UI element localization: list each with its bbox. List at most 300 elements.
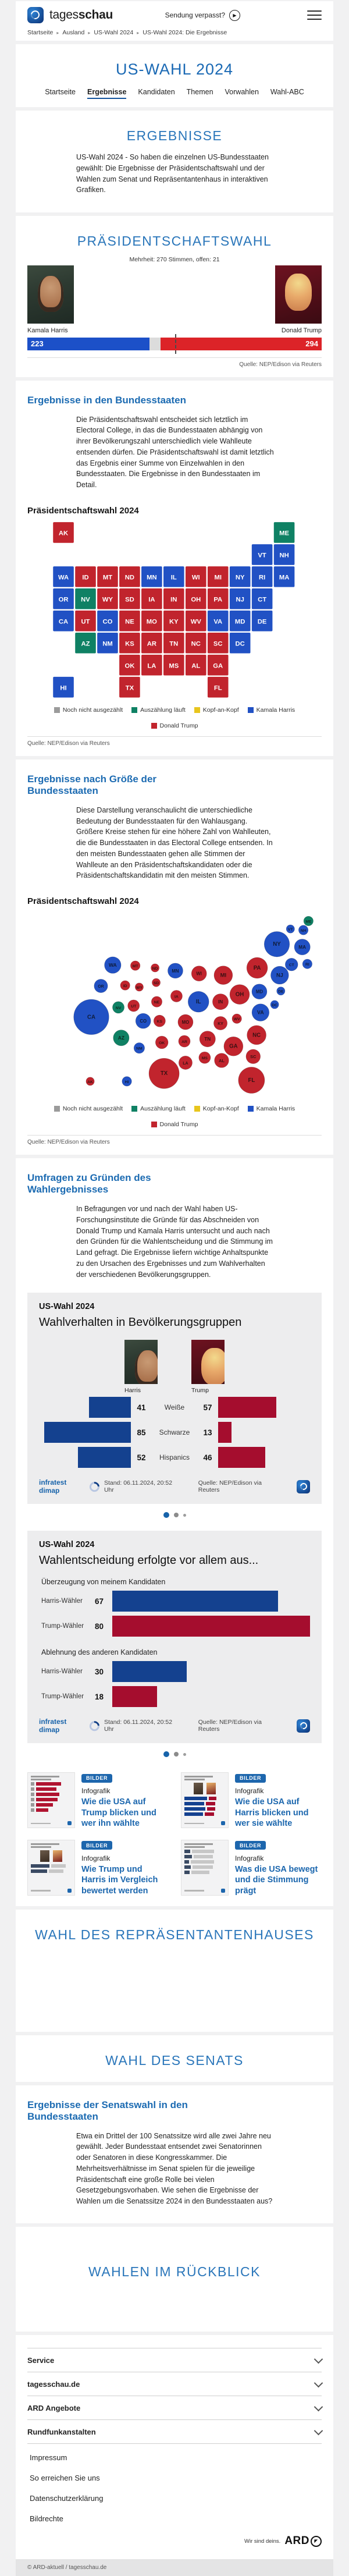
state-CA[interactable] (53, 611, 74, 631)
state-AL[interactable] (186, 655, 206, 676)
thumb-footer (31, 1889, 72, 1893)
state-UT[interactable] (75, 611, 96, 631)
bar-segment-Kamala Harris (27, 338, 149, 350)
chart-demographics (27, 1293, 322, 1504)
legend-swatch (54, 1106, 60, 1112)
thumb-photos (184, 1783, 225, 1794)
state-NV[interactable] (75, 588, 96, 609)
bar-segment-offen (149, 338, 161, 350)
bilder-badge: BILDER (235, 1841, 266, 1850)
state-OR[interactable] (53, 588, 74, 609)
majority-note: Mehrheit: 270 Stimmen, offen: 21 (129, 256, 220, 263)
state-bubble-NY[interactable] (264, 931, 290, 957)
donut-icon (88, 1719, 102, 1733)
state-bubble-KS[interactable] (154, 1015, 165, 1027)
svg-text:DE: DE (257, 618, 267, 626)
state-IN[interactable] (163, 588, 184, 609)
section-title: WAHL DES SENATS (105, 2052, 244, 2068)
thumb-bar-row (31, 1803, 72, 1807)
state-TN[interactable] (163, 633, 184, 654)
state-NC[interactable] (186, 633, 206, 654)
footer-link[interactable]: Datenschutzerklärung (30, 2494, 104, 2503)
svg-text:SC: SC (250, 1054, 256, 1060)
dot-1[interactable] (163, 1512, 169, 1518)
infratest-dimap-logo: infratest dimap (39, 1478, 99, 1495)
trump-value: 46 (203, 1453, 212, 1462)
thumb-photos (31, 1850, 72, 1862)
svg-text:ME: ME (279, 530, 290, 537)
svg-text:KY: KY (217, 1021, 223, 1026)
svg-text:IL: IL (170, 574, 177, 581)
state-AK[interactable] (53, 522, 74, 543)
teaser-card[interactable] (181, 1772, 322, 1829)
dot-3[interactable] (183, 1514, 186, 1517)
svg-text:VT: VT (287, 928, 293, 932)
svg-text:TN: TN (204, 1037, 211, 1042)
svg-text:VA: VA (213, 618, 223, 626)
svg-text:NJ: NJ (236, 596, 244, 604)
state-NM[interactable] (97, 633, 118, 654)
us-bubble-map[interactable] (27, 912, 322, 1098)
state-bubble-AR[interactable] (178, 1035, 190, 1047)
breadcrumb-item[interactable]: US-Wahl 2024 (94, 29, 134, 36)
bar-zone (112, 1686, 310, 1707)
state-DC[interactable] (230, 633, 251, 654)
bar-zone (39, 1397, 131, 1418)
svg-text:NH: NH (300, 928, 306, 933)
tagesschau-logo-icon[interactable] (27, 7, 44, 23)
svg-text:MI: MI (214, 574, 222, 581)
teaser-kicker: Infografik (81, 1787, 111, 1796)
state-bubble-NH[interactable] (298, 925, 308, 935)
dot-2[interactable] (174, 1752, 179, 1757)
trump-value: 13 (203, 1428, 212, 1437)
state-ND[interactable] (119, 566, 140, 587)
decision-row (39, 1685, 310, 1708)
teaser-title[interactable]: Wie Trump und Harris im Vergleich bewertet werden (81, 1864, 158, 1896)
svg-text:MS: MS (169, 662, 179, 670)
trump-caption: Trump (191, 1387, 209, 1395)
thumb-bar-row (184, 1812, 225, 1816)
dot-1[interactable] (163, 1751, 169, 1757)
state-AR[interactable] (141, 633, 162, 654)
state-bubble-WV[interactable] (232, 1014, 241, 1023)
state-GA[interactable] (208, 655, 229, 676)
subsection-text: Diese Darstellung veranschaulicht die unterschiedliche Bedeutung der Bundesstaaten für den Wahlausgang. Größere Kreise stehen für eine höhere Zahl von Wahlleuten, die die Bundesstaaten in das Electoral College entsenden. In den meisten Bundesstaaten gehen alle Stimmen der Wahlleute an den Präsidentschaftskandidaten oder die Präsidentschaftskandidatin mit den meisten Stimmen. (76, 806, 273, 880)
state-WY[interactable] (97, 588, 118, 609)
subsection-title: Ergebnisse in den Bundesstaaten (27, 394, 187, 406)
state-bubble-CA[interactable] (73, 999, 109, 1035)
svg-text:TN: TN (169, 640, 179, 648)
subsection-text: In Befragungen vor und nach der Wahl haben US-Forschungsinstitute die Gründe für das Abschneiden von Donald Trump und Kamala Harris untersucht und auch nach den Gründen für die Wahlentscheidung und die Stimmung im Land gefragt. Die Ergebnisse liefern wichtige Anhaltspunkte zu den Ursachen des Ergebnisses und zum Wahlverhalten der verschiedenen Bevölkerungsgruppen. (76, 1205, 273, 1279)
svg-text:DC: DC (271, 1003, 277, 1007)
value-bar (112, 1616, 310, 1637)
state-MD[interactable] (230, 611, 251, 631)
footer-links (27, 2453, 322, 2523)
state-bubble-MO[interactable] (177, 1014, 193, 1030)
state-SC[interactable] (208, 633, 229, 654)
chevron-down-icon (314, 2426, 323, 2436)
svg-text:NM: NM (102, 640, 113, 648)
state-SD[interactable] (119, 588, 140, 609)
play-icon[interactable]: ▶ (229, 10, 240, 21)
bilder-badge: BILDER (81, 1774, 112, 1783)
state-bubble-NJ[interactable] (270, 966, 289, 984)
thumb-bar-row (184, 1850, 225, 1853)
legend-label: Auszählung läuft (140, 1105, 186, 1112)
state-bubble-NV[interactable] (112, 1002, 124, 1013)
thumb-title-line (31, 1846, 51, 1848)
decision-row (39, 1660, 310, 1683)
tab-vorwahlen[interactable]: Vorwahlen (225, 88, 259, 96)
state-RI[interactable] (252, 566, 273, 587)
section-states-map (16, 381, 333, 756)
state-IL[interactable] (163, 566, 184, 587)
state-VA[interactable] (208, 611, 229, 631)
thumb-bar-row (31, 1782, 72, 1786)
chart-kicker: US-Wahl 2024 (39, 1540, 95, 1550)
section-senate-results (16, 2085, 333, 2224)
thumb-bar (36, 1808, 48, 1812)
state-bubble-OK[interactable] (155, 1036, 168, 1049)
teaser-kicker: Infografik (235, 1854, 264, 1862)
svg-text:WI: WI (191, 574, 200, 581)
svg-text:AR: AR (147, 640, 156, 648)
bilder-badge: BILDER (235, 1774, 266, 1783)
footer-accordion-ard-angebote[interactable] (27, 2396, 322, 2419)
hub-tabs (27, 88, 322, 99)
thumb-bar (31, 1869, 47, 1873)
state-bubble-DE[interactable] (276, 987, 284, 995)
state-ME[interactable] (274, 522, 295, 543)
harris-value: 52 (137, 1453, 146, 1462)
state-KY[interactable] (163, 611, 184, 631)
svg-text:SC: SC (213, 640, 223, 648)
accordion-label: Rundfunkanstalten (27, 2427, 96, 2436)
teaser-card[interactable] (27, 1840, 168, 1897)
legend-item (54, 1105, 123, 1112)
teaser-card[interactable] (181, 1840, 322, 1897)
decision-row (39, 1589, 310, 1613)
state-bubble-MD[interactable] (251, 984, 266, 999)
teaser-title[interactable]: Wie die USA auf Trump blicken und wer ihn wählte (81, 1797, 156, 1829)
teaser-card[interactable] (27, 1772, 168, 1829)
svg-text:WA: WA (58, 574, 69, 581)
state-bubble-NM[interactable] (134, 1042, 144, 1053)
state-bubble-OR[interactable] (94, 979, 107, 992)
chevron-down-icon (314, 2403, 323, 2412)
state-MI[interactable] (208, 566, 229, 587)
harris-bar (89, 1397, 131, 1418)
state-bubble-ID[interactable] (120, 981, 129, 990)
thumb-logo-icon (67, 1821, 72, 1825)
subsection-title: Umfragen zu Gründen des Wahlergebnisses (27, 1172, 151, 1195)
hub-header (16, 44, 333, 107)
state-DE[interactable] (252, 611, 273, 631)
state-bubble-WY[interactable] (135, 983, 143, 991)
state-bubble-UT[interactable] (127, 1000, 139, 1012)
voter-label: Harris-Wähler (41, 1668, 83, 1676)
svg-text:DC: DC (235, 640, 245, 648)
group-label: Hispanics (159, 1453, 190, 1462)
state-bubble-AL[interactable] (214, 1053, 229, 1068)
electoral-college-bar[interactable] (27, 338, 322, 350)
bar-zone (218, 1397, 310, 1418)
thumb-bar (205, 1812, 213, 1816)
legend-swatch (54, 707, 60, 713)
state-bubble-WA[interactable] (104, 957, 121, 974)
svg-text:PA: PA (253, 964, 261, 971)
copyright: © ARD-aktuell / tagesschau.de (16, 2559, 333, 2576)
thumb-bar-row (31, 1808, 72, 1812)
teaser-text (81, 1840, 168, 1897)
state-bubble-SD[interactable] (152, 978, 160, 987)
svg-text:AZ: AZ (117, 1035, 124, 1041)
thumb-harris-photo (194, 1783, 203, 1794)
breadcrumb-separator-icon: ▸ (56, 30, 59, 36)
state-bubble-KY[interactable] (213, 1016, 227, 1030)
section-title: WAHLEN IM RÜCKBLICK (88, 2264, 261, 2280)
value-bar (112, 1591, 278, 1612)
section-intro-text: US-Wahl 2024 - So haben die einzelnen US-Bundesstaaten gewählt: Die Ergebnisse der Präsidentschaftswahl und der Wahlen zum Senat und Repräsentantenhaus in interaktiven Grafiken. (76, 153, 269, 194)
state-bubble-MS[interactable] (198, 1052, 210, 1063)
svg-text:ND: ND (124, 574, 135, 581)
state-MT[interactable] (97, 566, 118, 587)
chart-decision (27, 1531, 322, 1743)
legend-item (248, 1105, 295, 1112)
source-note: Quelle: NEP/Edison via Reuters (27, 1139, 110, 1145)
thumb-bar (36, 1798, 58, 1801)
subsection-title: Ergebnisse der Senatswahl in den Bundesstaaten (27, 2099, 188, 2122)
state-TX[interactable] (119, 677, 140, 698)
state-OK[interactable] (119, 655, 140, 676)
state-OH[interactable] (186, 588, 206, 609)
tab-kandidaten[interactable]: Kandidaten (138, 88, 175, 96)
teaser-kicker: Infografik (235, 1787, 264, 1796)
state-bubble-IL[interactable] (188, 991, 209, 1012)
state-bubble-RI[interactable] (302, 959, 312, 968)
thumb-bar-row (31, 1787, 72, 1791)
section-president (16, 216, 333, 377)
state-bubble-GA[interactable] (223, 1037, 243, 1056)
breadcrumb-item[interactable]: Ausland (62, 29, 85, 36)
thumb-bar (184, 1802, 204, 1805)
state-bubble-FL[interactable] (238, 1067, 264, 1093)
footer-accordion-tagesschau-de[interactable] (27, 2372, 322, 2396)
svg-text:UT: UT (130, 1004, 136, 1009)
legend-label: Noch nicht ausgezählt (62, 1105, 123, 1112)
state-bubble-MN[interactable] (168, 963, 183, 978)
state-bubble-MA[interactable] (294, 939, 309, 955)
state-WI[interactable] (186, 566, 206, 587)
tab-themen[interactable]: Themen (186, 88, 213, 96)
svg-text:MT: MT (132, 964, 138, 969)
thumb-bar-row (31, 1864, 72, 1868)
thumb-bar (184, 1807, 205, 1811)
svg-text:CA: CA (87, 1014, 95, 1021)
state-FL[interactable] (208, 677, 229, 698)
legend-item (131, 707, 186, 714)
state-bubble-SC[interactable] (245, 1049, 260, 1064)
section-title: ERGEBNISSE (126, 128, 223, 143)
svg-text:ID: ID (82, 574, 89, 581)
thumb-title-line (31, 1776, 59, 1777)
trump-name: Donald Trump (281, 327, 322, 334)
state-MS[interactable] (163, 655, 184, 676)
teaser-kicker: Infografik (81, 1854, 111, 1862)
menu-icon[interactable] (307, 10, 322, 20)
teaser-title[interactable]: Wie die USA auf Harris blicken und wer sie wählte (235, 1797, 309, 1829)
state-MN[interactable] (141, 566, 162, 587)
thumb-bar (207, 1807, 215, 1811)
chart-title: Präsidentschaftswahl 2024 (27, 896, 139, 906)
state-NH[interactable] (274, 544, 295, 565)
value: 18 (95, 1692, 104, 1701)
svg-text:WV: WV (190, 618, 201, 626)
thumb-bar (193, 1865, 213, 1869)
dot-3[interactable] (183, 1753, 186, 1756)
state-bubble-WI[interactable] (191, 966, 206, 981)
state-IA[interactable] (141, 588, 162, 609)
trump-votes: 294 (305, 339, 318, 348)
state-CT[interactable] (252, 588, 273, 609)
svg-text:CO: CO (139, 1019, 147, 1024)
svg-text:WA: WA (108, 962, 117, 968)
state-bubble-NE[interactable] (151, 996, 162, 1007)
thumb-bar (31, 1793, 34, 1796)
legend-swatch (131, 1106, 137, 1112)
footer-accordion-service[interactable] (27, 2348, 322, 2372)
tab-ergebnisse[interactable]: Ergebnisse (87, 88, 126, 99)
state-NY[interactable] (230, 566, 251, 587)
state-WA[interactable] (53, 566, 74, 587)
state-LA[interactable] (141, 655, 162, 676)
svg-text:OK: OK (124, 662, 135, 670)
state-bubble-HI[interactable] (122, 1077, 131, 1086)
thumb-bar-row (184, 1860, 225, 1864)
brand-wordmark[interactable]: tagesschau (49, 8, 113, 22)
value: 30 (95, 1667, 104, 1676)
state-MA[interactable] (274, 566, 295, 587)
site-footer (16, 2335, 333, 2576)
svg-text:VT: VT (258, 552, 266, 559)
breadcrumb-item[interactable]: US-Wahl 2024: Die Ergebnisse (143, 29, 227, 36)
svg-text:MT: MT (102, 574, 113, 581)
state-AZ[interactable] (75, 633, 96, 654)
state-bubble-PA[interactable] (247, 957, 268, 978)
bar-zone (112, 1591, 310, 1612)
state-bubble-TX[interactable] (149, 1058, 179, 1088)
state-bubble-AZ[interactable] (113, 1030, 129, 1046)
group-label: Weiße (164, 1403, 185, 1412)
legend-label: Donald Trump (159, 722, 198, 729)
state-VT[interactable] (252, 544, 273, 565)
state-NJ[interactable] (230, 588, 251, 609)
us-states-map[interactable] (27, 521, 322, 700)
state-bubble-IA[interactable] (170, 990, 182, 1002)
footer-link[interactable]: Bildrechte (30, 2514, 63, 2524)
svg-text:NH: NH (279, 552, 289, 559)
svg-text:WY: WY (136, 985, 143, 990)
state-bubble-LA[interactable] (179, 1056, 192, 1069)
bar-zone (218, 1422, 310, 1443)
state-bubble-ND[interactable] (151, 964, 159, 972)
state-NE[interactable] (119, 611, 140, 631)
state-MO[interactable] (141, 611, 162, 631)
thumb-title-line (184, 1846, 205, 1848)
teaser-text (81, 1772, 168, 1829)
state-bubble-MI[interactable] (213, 966, 232, 985)
svg-text:MN: MN (147, 574, 157, 581)
thumb-footer-line (31, 1823, 51, 1825)
state-PA[interactable] (208, 588, 229, 609)
state-bubble-NC[interactable] (247, 1026, 266, 1045)
state-WV[interactable] (186, 611, 206, 631)
state-bubble-MT[interactable] (130, 961, 140, 970)
state-bubble-IN[interactable] (212, 994, 228, 1010)
teaser-title[interactable]: Was die USA bewegt und die Stimmung prägt (235, 1864, 318, 1896)
state-bubble-VT[interactable] (286, 925, 294, 933)
voter-label: Harris-Wähler (41, 1598, 83, 1605)
state-KS[interactable] (119, 633, 140, 654)
chart-stand: Stand: 06.11.2024, 20:52 Uhr (104, 1719, 173, 1733)
footer-link[interactable]: So erreichen Sie uns (30, 2474, 100, 2483)
thumb-bar-row (184, 1871, 225, 1874)
state-CO[interactable] (97, 611, 118, 631)
tab-wahl-abc[interactable]: Wahl-ABC (270, 88, 304, 96)
footer-link[interactable]: Impressum (30, 2453, 67, 2463)
svg-text:IN: IN (170, 596, 177, 604)
dot-2[interactable] (174, 1513, 179, 1517)
svg-text:MI: MI (220, 972, 226, 979)
state-ID[interactable] (75, 566, 96, 587)
trump-bar (218, 1447, 265, 1468)
svg-text:OH: OH (191, 596, 201, 604)
thumb-bar-row (184, 1802, 225, 1805)
tab-startseite[interactable]: Startseite (45, 88, 76, 96)
breadcrumb-item[interactable]: Startseite (27, 29, 54, 36)
state-bubble-CO[interactable] (136, 1013, 151, 1028)
state-HI[interactable] (53, 677, 74, 698)
state-bubble-AK[interactable] (86, 1077, 94, 1085)
state-bubble-ME[interactable] (304, 916, 313, 925)
thumb-trump-photo (53, 1850, 62, 1862)
missed-show-link[interactable]: Sendung verpasst? ▶ (165, 10, 240, 21)
svg-text:OK: OK (158, 1041, 165, 1045)
value: 80 (95, 1621, 104, 1631)
svg-text:GA: GA (213, 662, 223, 670)
svg-text:LA: LA (147, 662, 156, 670)
accordion-label: ARD Angebote (27, 2403, 81, 2412)
thumb-bar (51, 1864, 66, 1868)
legend-item (194, 707, 239, 714)
state-bubble-CT[interactable] (285, 958, 298, 971)
legend-item (131, 1105, 186, 1112)
state-bubble-TN[interactable] (200, 1031, 215, 1047)
trump-value: 57 (203, 1403, 212, 1412)
svg-text:GA: GA (229, 1043, 238, 1050)
thumb-bar (31, 1782, 34, 1786)
svg-text:KS: KS (125, 640, 134, 648)
state-bubble-DC[interactable] (270, 1000, 278, 1009)
source-note: Quelle: NEP/Edison via Reuters (239, 361, 322, 368)
svg-text:WV: WV (233, 1017, 240, 1022)
harris-value: 41 (137, 1403, 146, 1412)
state-bubble-VA[interactable] (252, 1004, 269, 1021)
demographics-rows (39, 1396, 310, 1469)
footer-accordion-rundfunkanstalten[interactable] (27, 2419, 322, 2444)
state-bubble-OH[interactable] (230, 985, 250, 1005)
